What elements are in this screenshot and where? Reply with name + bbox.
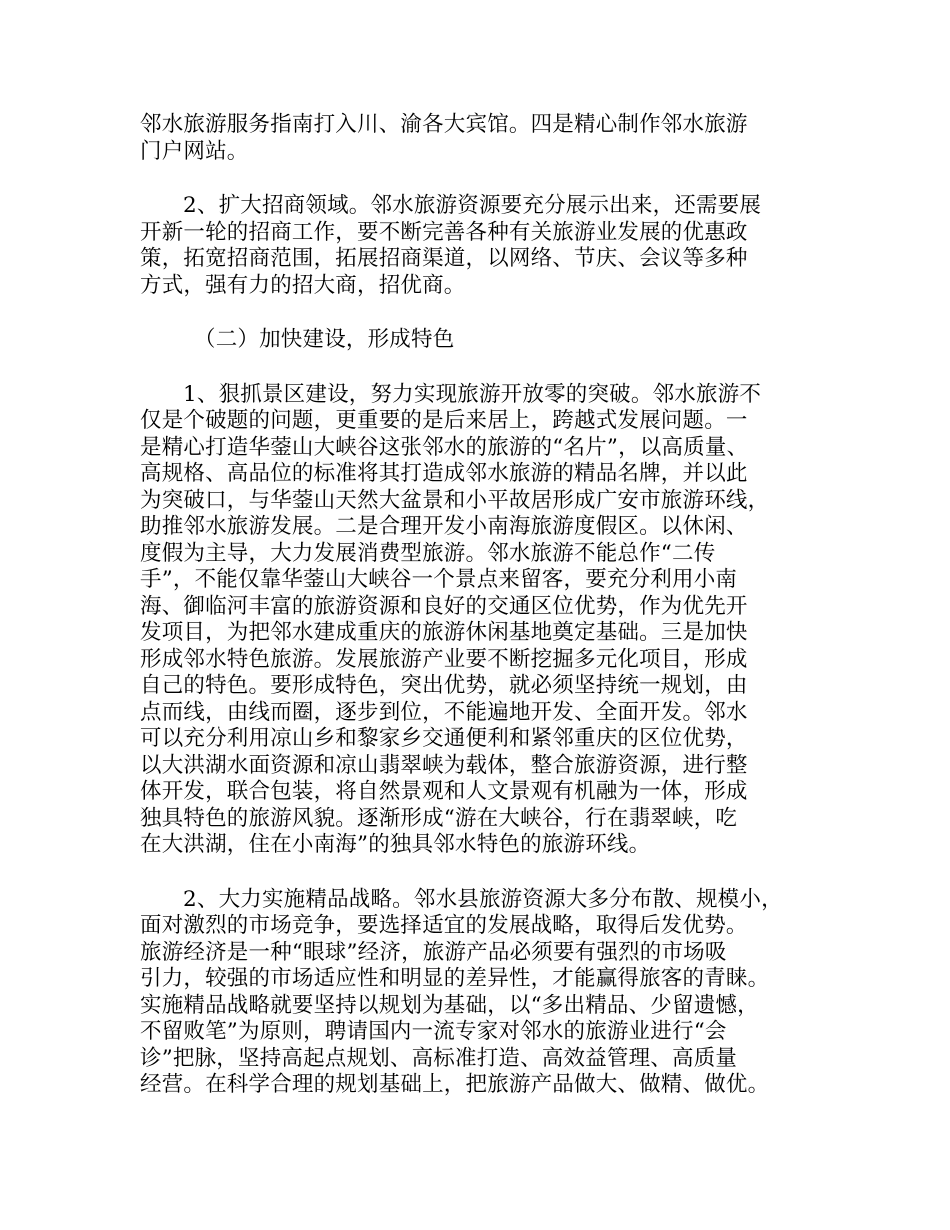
paragraph-gap [140,354,812,382]
text-line: 为突破口，与华蓥山天然大盆景和小平故居形成广安市旅游环线， [140,487,770,513]
text-line: 独具特色的旅游风貌。逐渐形成“游在大峡谷，行在翡翠峡，吃 [140,805,738,831]
text-line: 旅游经济是一种“眼球”经济，旅游产品必须要有强烈的市场吸 [140,939,727,965]
text-line: 面对激烈的市场竞争，要选择适宜的发展战略，取得后发优势。 [140,913,748,938]
paragraph-gap [140,299,812,327]
text-line: 是精心打造华蓥山大峡谷这张邻水的旅游的“名片”，以高质量、 [140,434,749,460]
paragraph-2 [140,193,812,299]
paragraph-1 [140,112,812,165]
text-line: 开新一轮的招商工作，要不断完善各种有关旅游业发展的优惠政 [140,219,748,245]
document-page [140,112,812,1099]
text-line: 度假为主导，大力发展消费型旅游。邻水旅游不能总作“二传 [140,540,716,566]
text-line: 形成邻水特色旅游。发展旅游产业要不断挖掘多元化项目，形成 [140,646,748,672]
text-line: 不留败笔”为原则，聘请国内一流专家对邻水的旅游业进行“会 [140,1019,727,1044]
text-line: 发项目，为把邻水建成重庆的旅游休闲基地奠定基础。三是加快 [140,620,748,645]
text-line: （二）加快建设，形成特色 [194,327,455,352]
text-line: 助推邻水旅游发展。二是合理开发小南海旅游度假区。以休闲、 [140,514,748,539]
text-line: 2、扩大招商领域。邻水旅游资源要充分展示出来，还需要展 [183,193,762,218]
text-line: 策，拓宽招商范围，拓展招商渠道，以网络、节庆、会议等多种 [140,246,748,271]
text-line: 可以充分利用凉山乡和黎家乡交通便利和紧邻重庆的区位优势， [140,726,748,751]
text-line: 手”，不能仅靠华蓥山大峡谷一个景点来留客，要充分利用小南 [140,567,738,592]
text-line: 自己的特色。要形成特色，突出优势，就必须坚持统一规划，由 [140,673,748,698]
text-line: 门户网站。 [140,138,249,164]
paragraph-3 [140,382,812,859]
text-line: 实施精品战略就要坚持以规划为基础，以“多出精品、少留遗憾， [140,992,759,1018]
text-line: 海、御临河丰富的旅游资源和良好的交通区位优势，作为优先开 [140,593,748,619]
text-line: 诊”把脉，坚持高起点规划、高标准打造、高效益管理、高质量 [140,1045,738,1071]
paragraph-gap [140,165,812,193]
text-line: 以大洪湖水面资源和凉山翡翠峡为载体，整合旅游资源，进行整 [140,752,748,778]
section-heading [140,327,812,354]
text-line: 方式，强有力的招大商，招优商。 [140,272,466,298]
text-line: 仅是个破题的问题，更重要的是后来居上，跨越式发展问题。一 [140,408,748,433]
paragraph-4 [140,887,812,1099]
text-line: 引力，较强的市场适应性和明显的差异性，才能赢得旅客的青睐。 [140,966,770,991]
text-line: 邻水旅游服务指南打入川、渝各大宾馆。四是精心制作邻水旅游 [140,112,748,137]
text-line: 1、狠抓景区建设，努力实现旅游开放零的突破。邻水旅游不 [183,381,762,407]
text-line: 点而线，由线而圈，逐步到位，不能遍地开发、全面开发。邻水 [140,699,748,725]
text-line: 高规格、高品位的标准将其打造成邻水旅游的精品名牌，并以此 [140,461,748,486]
paragraph-gap [140,859,812,887]
text-line: 2、大力实施精品战略。邻水县旅游资源大多分布散、规模小， [183,886,783,912]
text-line: 经营。在科学合理的规划基础上，把旅游产品做大、做精、做优。 [140,1072,770,1097]
text-line: 体开发，联合包装，将自然景观和人文景观有机融为一体，形成 [140,779,748,804]
text-line: 在大洪湖，住在小南海”的独具邻水特色的旅游环线。 [140,832,651,857]
